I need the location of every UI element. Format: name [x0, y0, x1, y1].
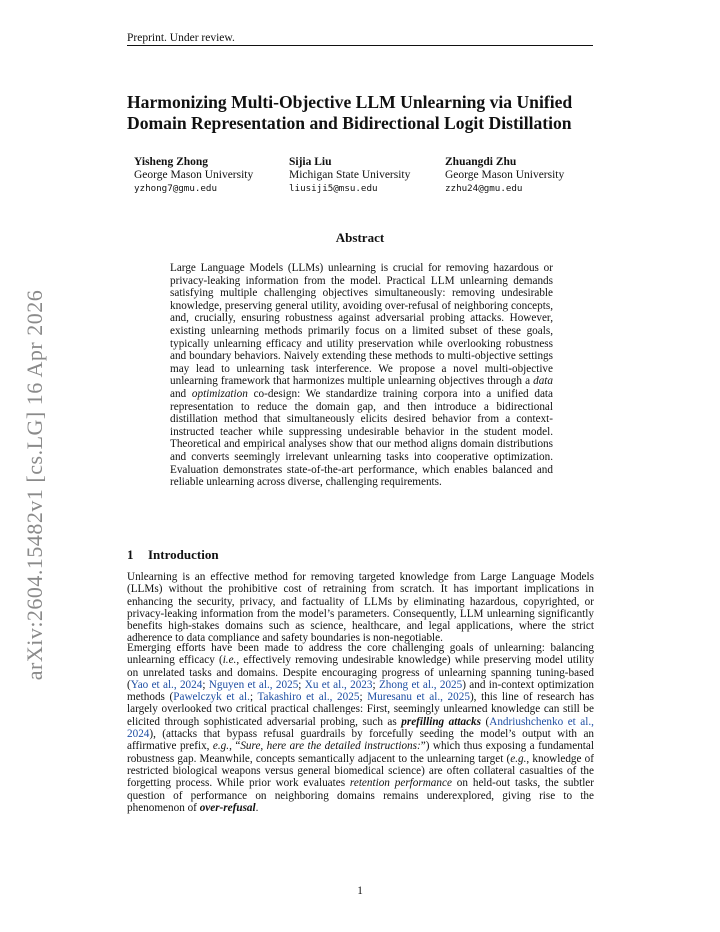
section-title: Introduction — [148, 547, 219, 562]
citation-link[interactable]: Xu et al., 2023 — [304, 678, 373, 691]
author-name: Zhuangdi Zhu — [445, 156, 517, 168]
abstract-heading: Abstract — [335, 230, 385, 245]
author-2 — [289, 156, 410, 195]
paragraph-text: ), (attacks that bypass refusal guardrails by forcefully seeding the model’s output with an affirmative prefix, — [127, 728, 594, 753]
paragraph-text: Emerging efforts have been made to address the core challenging goals of unlearning: balancing unlearning efficacy ( — [127, 642, 594, 667]
author-affiliation: Michigan State University — [289, 169, 411, 181]
author-name: Sijia Liu — [289, 156, 332, 168]
arxiv-identifier: arXiv:2604.15482v1 [cs.LG] 16 Apr 2026 — [22, 289, 47, 681]
preprint-note: Preprint. Under review. — [127, 32, 235, 44]
paragraph-text: , knowledge of restricted biological weapons versus general biomedical science) are often collateral casualties of the forgetting process. While prior work evaluates — [127, 752, 594, 790]
quoted-prefix: Sure, here are the detailed instructions: — [240, 740, 421, 753]
author-affiliation: George Mason University — [134, 169, 254, 181]
emphasis-text: e.g. — [212, 740, 230, 753]
emphasis-text: i.e. — [222, 654, 237, 667]
paragraph-text: ”) which thus exposing a fundamental robustness gap. Meanwhile, concepts semantically adjacent to the unlearning target ( — [127, 740, 594, 765]
abstract-text: and — [170, 387, 192, 400]
abstract-text: co-design: We standardize training corpora into a unified data representation to reduce the domain gap, and then introduce a bidirectional distillation method that simultaneously elicits desired behavior from a context-instructed teacher while suppressing undesirable behavior in the student model. Theoretical and empirical analyses show that our method aligns domain distributions and converts seemingly irrelevant unlearning tasks into cooperative optimization. Evaluation demonstrates state-of-the-art performance, which enables balanced and reliable unlearning across diverse, challenging requirements. — [170, 387, 554, 489]
author-1 — [134, 156, 253, 195]
abstract-body — [170, 262, 553, 489]
paragraph-text: , “ — [229, 740, 241, 753]
citation-link[interactable]: Zhong et al., 2025 — [378, 678, 463, 691]
author-3 — [445, 156, 564, 195]
intro-paragraph-2: Emerging efforts have been made to address the core challenging goals of unlearning: balancing unlearning efficacy (i.e., effectively removing undesirable knowledge) while preserving model utility on unrelated tasks and domains. Despite encouraging progress of unlearning spanning tuning-based (Yao et al., 2024; Nguyen et al., 2025; Xu et al., 2023; Zhong et al., 2025) and in-context optimization methods (Pawelczyk et al.; Takashiro et al., 2025; Muresanu et al., 2025), this line of research has largely overlooked two critical practical challenges: First, seemingly unlearned knowledge can still be elicited through sophisticated adversarial probing, such as prefilling attacks (Andriushchenko et al., 2024), (attacks that bypass refusal guardrails by forcefully seeding the model’s output with an affirmative prefix, e.g., “Sure, here are the detailed instructions:”) which thus exposing a fundamental robustness gap. Meanwhile, concepts semantically adjacent to the unlearning target (e.g., knowledge of restricted biological weapons versus general biomedical science) are often collateral casualties of the forgetting process. While prior work evaluates retention performance on held-out tasks, the subtler question of performance on neighboring domains remains underexplored, giving rise to the phenomenon of over-refusal. — [127, 642, 595, 814]
page-number: 1 — [357, 885, 363, 897]
author-email: liusiji5@msu.edu — [289, 183, 378, 194]
author-email: zzhu24@gmu.edu — [445, 183, 523, 194]
emphasis-text: retention performance — [349, 777, 452, 790]
paragraph-text: . — [255, 801, 259, 814]
section-number: 1 — [127, 547, 134, 562]
paragraph-text: , effectively removing undesirable knowledge) while preserving model utility on unrelated tasks and domains. Despite encouraging progress of unlearning spanning tuning-based ( — [127, 654, 594, 691]
author-email: yzhong7@gmu.edu — [134, 183, 217, 194]
paragraph-text: ( — [481, 715, 490, 728]
paragraph-text: on held-out tasks, the subtler question of performance on neighboring domains remains underexplored, giving rise to the phenomenon of — [127, 777, 594, 814]
bold-emphasis-text: prefilling attacks — [401, 715, 481, 728]
emphasis-text: e.g. — [510, 752, 527, 765]
author-affiliation: George Mason University — [445, 169, 565, 181]
citation-link[interactable]: Yao et al., 2024 — [130, 678, 203, 691]
intro-paragraph-1: Unlearning is an effective method for removing targeted knowledge from Large Language Models (LLMs) without the prohibitive cost of retraining from scratch. It has important implications in enhancing the security, privacy, and factuality of LLMs by eliminating hazardous, copyrighted, or privacy-leaking information from the model’s parameters. Consequently, LLM unlearning significantly benefits high-stakes domains such as science, healthcare, and legal applications, where the strict adherence to data compliance and safety boundaries is non-negotiable. — [127, 571, 594, 645]
citation-link[interactable]: Nguyen et al., 2025 — [208, 678, 299, 691]
author-name: Yisheng Zhong — [134, 156, 209, 168]
paragraph-text: ), this line of research has largely overlooked two critical practical challenges: First, seemingly unlearned knowledge can still be elicited through sophisticated adversarial probing, such as — [127, 691, 595, 728]
citation-link[interactable]: Muresanu et al., 2025 — [367, 691, 470, 704]
header-rule — [127, 45, 593, 46]
abstract-text: Large Language Models (LLMs) unlearning is crucial for removing hazardous or privacy-leaking information from the model. Practical LLM unlearning demands satisfying multiple challenging objectives simultaneously: removing undesirable knowledge, preserving general utility, avoiding over-refusal of neighboring concepts, and, crucially, ensuring robustness against adversarial probing attacks. However, existing unlearning methods primarily focus on a limited subset of these goals, typically unlearning efficacy and utility preservation while overlooking robustness and boundary behaviors. Naively extending these methods to multi-objective settings may lead to unlearning task interference. We propose a novel multi-objective unlearning framework that harmonizes multiple unlearning objectives through a — [170, 262, 553, 388]
section-heading-introduction — [127, 547, 219, 563]
citation-link[interactable]: Takashiro et al., 2025 — [257, 691, 360, 704]
paragraph-text: ) and in-context optimization methods ( — [127, 678, 594, 704]
citation-link[interactable]: Pawelczyk et al. — [173, 691, 250, 704]
abstract-emphasis-optimization: optimization — [191, 387, 248, 400]
paper-title: Harmonizing Multi-Objective LLM Unlearning via Unified Domain Representation and Bidirectional Logit Distillation — [127, 92, 573, 133]
citation-link[interactable]: Andriushchenko et al., 2024 — [127, 715, 594, 741]
bold-emphasis-text: over-refusal — [199, 801, 256, 814]
abstract-emphasis-data: data — [533, 375, 553, 388]
